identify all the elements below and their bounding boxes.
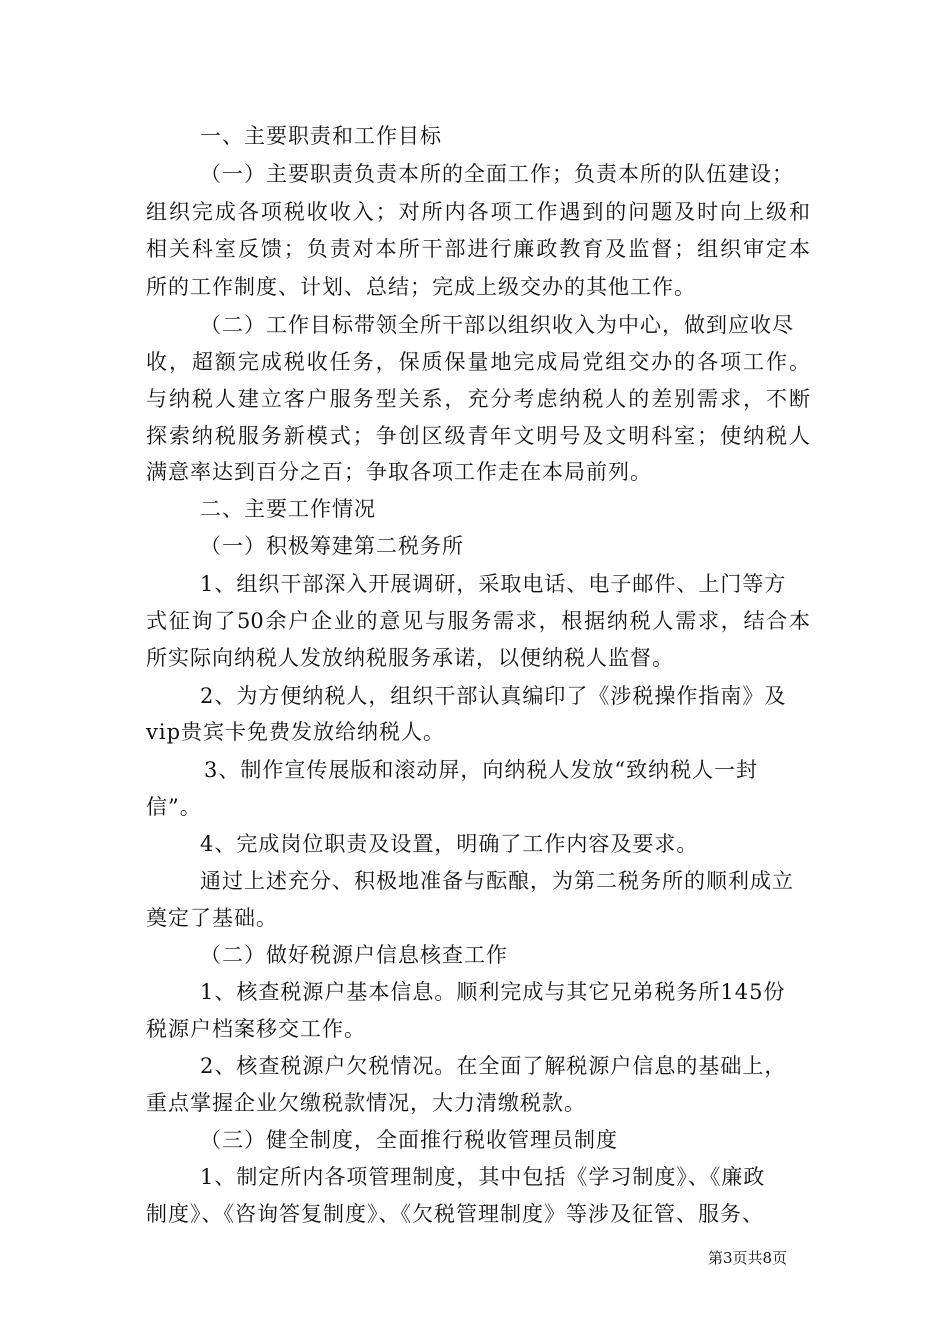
subsection-heading: （二）做好税源户信息核查工作 — [200, 943, 508, 967]
paragraph-line: 与纳税人建立客户服务型关系，充分考虑纳税人的差别需求，不断 — [146, 387, 810, 411]
subsection-heading: （三）健全制度，全面推行税收管理员制度 — [200, 1128, 618, 1152]
paragraph-line: 信”。 — [146, 795, 202, 819]
paragraph-line: 探索纳税服务新模式；争创区级青年文明号及文明科室；使纳税人 — [146, 424, 810, 448]
paragraph-line: 奠定了基础。 — [146, 906, 278, 930]
subsection-heading: （一）积极筹建第二税务所 — [200, 534, 464, 558]
paragraph-line: 1、核查税源户基本信息。顺利完成与其它兄弟税务所145份 — [200, 980, 786, 1004]
paragraph-line: 所实际向纳税人发放纳税服务承诺，以便纳税人监督。 — [146, 646, 674, 670]
paragraph-line: （一）主要职责负责本所的全面工作；负责本所的队伍建设； — [200, 162, 794, 186]
section-heading-1: 一、主要职责和工作目标 — [200, 124, 442, 148]
page-number: 第3页共8页 — [708, 1249, 788, 1267]
paragraph-line: 制度》、《咨询答复制度》、《欠税管理制度》等涉及征管、服务、 — [146, 1202, 764, 1226]
paragraph-line: 重点掌握企业欠缴税款情况，大力清缴税款。 — [146, 1091, 586, 1115]
paragraph-line: 4、完成岗位职责及设置，明确了工作内容及要求。 — [200, 832, 699, 856]
paragraph-line: 2、为方便纳税人，组织干部认真编印了《涉税操作指南》及 — [200, 684, 787, 708]
paragraph-line: vip贵宾卡免费发放给纳税人。 — [146, 720, 446, 744]
paragraph-line: 式征询了50余户企业的意见与服务需求，根据纳税人需求，结合本 — [146, 609, 810, 633]
paragraph-line: 所的工作制度、计划、总结；完成上级交办的其他工作。 — [146, 275, 696, 299]
paragraph-line: 1、制定所内各项管理制度，其中包括《学习制度》、《廉政 — [200, 1165, 766, 1189]
paragraph-line: （二）工作目标带领全所干部以组织收入为中心，做到应收尽 — [200, 313, 794, 337]
paragraph-line: 2、核查税源户欠税情况。在全面了解税源户信息的基础上， — [200, 1054, 787, 1078]
paragraph-line: 收，超额完成税收任务，保质保量地完成局党组交办的各项工作。 — [146, 350, 810, 374]
paragraph-line: 通过上述充分、积极地准备与酝酿，为第二税务所的顺利成立 — [200, 869, 794, 893]
paragraph-line: 组织完成各项税收收入；对所内各项工作遇到的问题及时向上级和 — [146, 200, 810, 224]
paragraph-line: 3、制作宣传展版和滚动屏，向纳税人发放“致纳税人一封 — [204, 758, 759, 782]
paragraph-line: 1、组织干部深入开展调研，采取电话、电子邮件、上门等方 — [200, 572, 787, 596]
paragraph-line: 税源户档案移交工作。 — [146, 1017, 366, 1041]
section-heading-2: 二、主要工作情况 — [200, 497, 376, 521]
paragraph-line: 相关科室反馈；负责对本所干部进行廉政教育及监督；组织审定本 — [146, 237, 810, 261]
paragraph-line: 满意率达到百分之百；争取各项工作走在本局前列。 — [146, 460, 652, 484]
